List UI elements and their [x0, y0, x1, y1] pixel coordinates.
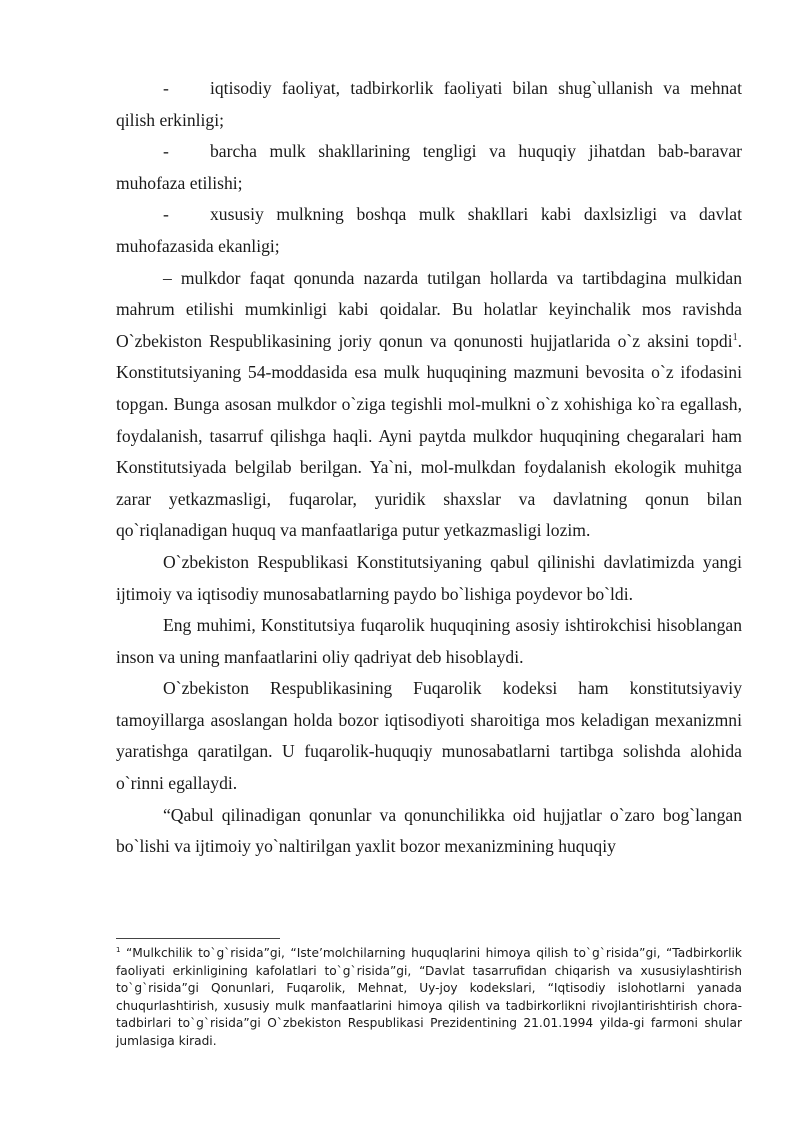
paragraph: “Qabul qilinadigan qonunlar va qonunchilikka oid hujjatlar o`zaro bog`langan bo`lishi va ijtimoiy yo`naltirilgan yaxlit bozor mexanizmining huquqiy — [116, 804, 742, 857]
list-item-text: iqtisodiy faoliyat, tadbirkorlik faoliyati bilan shug`ullanish va mehnat qilish erkinligi; — [116, 78, 742, 130]
list-item-text: barcha mulk shakllarining tengligi va huquqiy jihatdan bab-baravar muhofaza etilishi; — [116, 141, 742, 193]
footnote-marker: 1 — [116, 945, 121, 954]
body-text — [116, 73, 742, 863]
footnote-reference[interactable]: 1 — [732, 331, 738, 343]
paragraph-text: . Konstitutsiyaning 54-moddasida esa mulk huquqining mazmuni bevosita o`z ifodasini topgan. Bunga asosan mulkdor o`ziga tegishli mol-mulkni o`z xohishiga ko`ra egallash, foydalanish, tasarruf qilishga haqli. Ayni paytda mulkdor huquqining chegaralari ham Konstitutsiyada belgilab berilgan. Ya`ni, mol-mulkdan foydalanish ekologik muhitga zarar yetkazmasligi, fuqarolar, yuridik shaxslar va davlatning qonun bilan qo`riqlanadigan huquq va manfaatlariga putur yetkazmasligi lozim. — [116, 330, 742, 541]
paragraph: Eng muhimi, Konstitutsiya fuqarolik huquqining asosiy ishtirokchisi hisoblangan inson va uning manfaatlarini oliy qadriyat deb hisoblaydi. — [116, 615, 742, 667]
list-item — [116, 136, 742, 199]
footnote-text: “Mulkchilik to`g`risida”gi, “Iste’molchilarning huquqlarini himoya qilish to`g`risida”gi, “Tadbirkorlik faoliyati erkinligining kafolatlari to`g`risida”gi, “Davlat tasarrufidan chiqarish va xususiylashtirish to`g`risida”gi Qonunlari, Fuqarolik, Mehnat, Uy-joy kodekslari, “Iqtisodiy islohotlarni yanada chuqurlashtirish, xususiy mulk manfaatlarini himoya qilish va tadbirkorlikni rivojlantirishtirish chora-tadbirlari to`g`risida”gi O`zbekiston Respublikasi Prezidentining 21.01.1994 yilda-gi farmoni shular jumlasiga kiradi. — [116, 946, 742, 1048]
list-item-text: xususiy mulkning boshqa mulk shakllari kabi daxlsizligi va davlat muhofazasida ekanligi; — [116, 204, 742, 256]
paragraph: O`zbekiston Respublikasining Fuqarolik kodeksi ham konstitutsiyaviy tamoyillarga asoslangan holda bozor iqtisodiyoti sharoitiga mos keladigan mexanizmni yaratishga qaratilgan. U fuqarolik-huquqiy munosabatlarni tartibga solishda alohida o`rinni egallaydi. — [116, 678, 742, 794]
dash-marker: - — [163, 78, 169, 98]
paragraph-text: – mulkdor faqat qonunda nazarda tutilgan hollarda va tartibdagina mulkidan mahrum etilishi mumkinligi kabi qoidalar. Bu holatlar keyinchalik mos ravishda O`zbekiston Respublikasining joriy qonun va qonunosti hujjatlarida o`z aksini topdi — [116, 267, 742, 351]
list-item — [116, 73, 742, 136]
list-item — [116, 199, 742, 262]
dash-marker: - — [163, 141, 169, 162]
paragraph — [116, 263, 742, 547]
footnote-divider — [116, 938, 280, 939]
footnote — [116, 945, 742, 1050]
paragraph: O`zbekiston Respublikasi Konstitutsiyaning qabul qilinishi davlatimizda yangi ijtimoiy va iqtisodiy munosabatlarning paydo bo`lishiga poydevor bo`ldi. — [116, 551, 742, 604]
dash-marker: - — [163, 204, 169, 225]
